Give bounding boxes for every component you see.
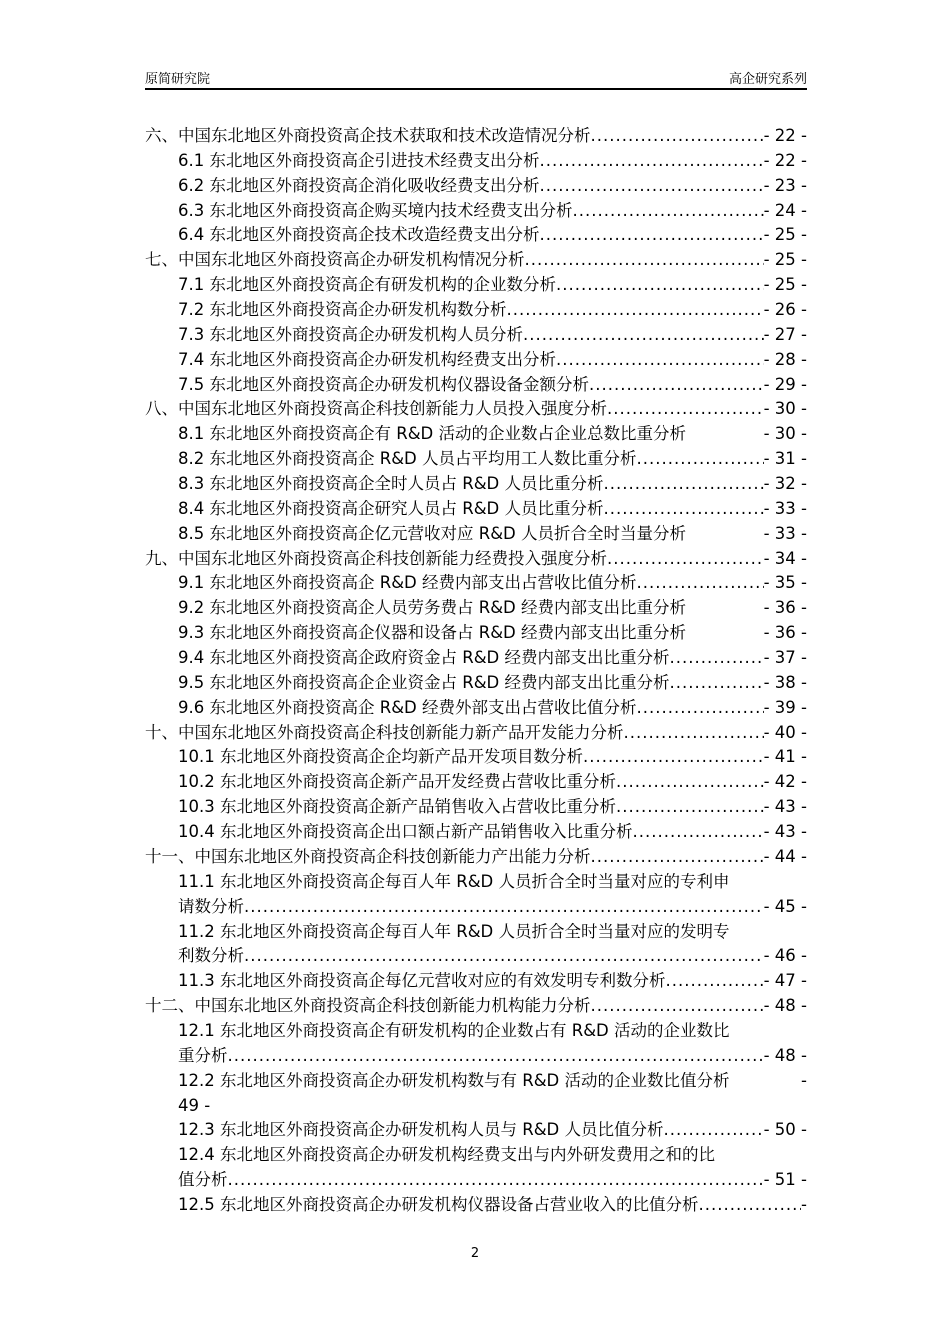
- toc-section-entry[interactable]: [145, 895, 807, 920]
- toc-entry-title: 10.3 东北地区外商投资高企新产品销售收入占营收比重分析: [178, 797, 616, 817]
- toc-entry-title: 7.3 东北地区外商投资高企办研发机构人员分析: [178, 324, 523, 344]
- toc-entry-title: 重分析: [178, 1045, 228, 1065]
- toc-section-entry[interactable]: [145, 273, 807, 298]
- toc-entry-title: 9.3 东北地区外商投资高企仪器和设备占 R&D 经费内部支出比重分析: [178, 623, 687, 643]
- toc-entry-title: 11.2 东北地区外商投资高企每百人年 R&D 人员折合全时当量对应的发明专: [178, 921, 730, 941]
- toc-page-number: - 22 -: [763, 126, 807, 145]
- toc-dot-leader: [616, 795, 764, 820]
- toc-entry-title: 9.1 东北地区外商投资高企 R&D 经费内部支出占营收比值分析: [178, 573, 637, 593]
- toc-page-number: - 38 -: [763, 672, 807, 692]
- table-of-contents: [145, 124, 807, 1218]
- toc-dot-leader: [670, 671, 764, 696]
- page-number: 2: [470, 1246, 480, 1261]
- toc-dot-leader: [637, 571, 764, 596]
- toc-page-number: - 31 -: [763, 449, 807, 469]
- toc-section-entry[interactable]: [145, 870, 807, 895]
- toc-page-number: - 22 -: [763, 150, 807, 170]
- toc-section-entry[interactable]: [145, 795, 807, 820]
- toc-chapter-entry[interactable]: [145, 721, 807, 746]
- toc-dot-leader: [670, 646, 764, 671]
- toc-section-entry[interactable]: [145, 1069, 807, 1094]
- toc-dot-leader: [228, 1168, 764, 1193]
- toc-entry-title: 10.1 东北地区外商投资高企企均新产品开发项目数分析: [178, 747, 583, 767]
- toc-section-entry[interactable]: [145, 944, 807, 969]
- toc-section-entry[interactable]: [145, 223, 807, 248]
- toc-entry-title: 7.4 东北地区外商投资高企办研发机构经费支出分析: [178, 349, 556, 369]
- toc-entry-title: 12.4 东北地区外商投资高企办研发机构经费支出与内外研发费用之和的比: [178, 1145, 715, 1165]
- toc-entry-title: 8.4 东北地区外商投资高企研究人员占 R&D 人员比重分析: [178, 498, 604, 518]
- toc-page-number: - 34 -: [763, 548, 807, 568]
- toc-entry-title: 7.2 东北地区外商投资高企办研发机构数分析: [178, 300, 507, 320]
- page-header: [145, 66, 807, 90]
- toc-dot-leader: [637, 447, 764, 472]
- toc-section-entry[interactable]: [145, 646, 807, 671]
- toc-section-entry[interactable]: [145, 1094, 807, 1119]
- toc-dot-leader: [616, 770, 764, 795]
- toc-entry-title: 11.3 东北地区外商投资高企每亿元营收对应的有效发明专利数分析: [178, 971, 666, 991]
- toc-section-entry[interactable]: [145, 1044, 807, 1069]
- toc-section-entry[interactable]: [145, 1143, 807, 1168]
- toc-section-entry[interactable]: [145, 671, 807, 696]
- toc-section-entry[interactable]: [145, 422, 807, 447]
- toc-entry-title: 12.3 东北地区外商投资高企办研发机构人员与 R&D 人员比值分析: [178, 1120, 664, 1140]
- toc-section-entry[interactable]: [145, 348, 807, 373]
- toc-dot-leader: [507, 298, 764, 323]
- toc-entry-title: 11.1 东北地区外商投资高企每百人年 R&D 人员折合全时当量对应的专利申: [178, 871, 730, 891]
- toc-entry-title: 十一、中国东北地区外商投资高企科技创新能力产出能力分析: [145, 846, 591, 866]
- toc-entry-title: 十、中国东北地区外商投资高企科技创新能力新产品开发能力分析: [145, 722, 624, 742]
- toc-entry-title: 六、中国东北地区外商投资高企技术获取和技术改造情况分析: [145, 126, 591, 145]
- toc-entry-title: 8.1 东北地区外商投资高企有 R&D 活动的企业数占企业总数比重分析: [178, 424, 687, 444]
- toc-dot-leader: [244, 895, 764, 920]
- toc-section-entry[interactable]: [145, 820, 807, 845]
- toc-entry-title: 6.3 东北地区外商投资高企购买境内技术经费支出分析: [178, 200, 573, 220]
- toc-entry-title: 9.5 东北地区外商投资高企企业资金占 R&D 经费内部支出比重分析: [178, 672, 670, 692]
- toc-entry-title: 12.5 东北地区外商投资高企办研发机构仪器设备占营业收入的比值分析: [178, 1194, 699, 1214]
- toc-page-number: - 29 -: [763, 374, 807, 394]
- toc-entry-title: 7.1 东北地区外商投资高企有研发机构的企业数分析: [178, 275, 556, 295]
- toc-dot-leader: [589, 373, 764, 398]
- toc-dot-leader: [573, 199, 764, 224]
- toc-page-number: - 36 -: [763, 598, 807, 618]
- toc-entry-title: 6.2 东北地区外商投资高企消化吸收经费支出分析: [178, 175, 540, 195]
- toc-page-number: - 44 -: [763, 846, 807, 866]
- toc-chapter-entry[interactable]: [145, 994, 807, 1019]
- toc-dot-leader: [632, 820, 763, 845]
- toc-chapter-entry[interactable]: [145, 397, 807, 422]
- toc-page-number: - 25 -: [763, 275, 807, 295]
- toc-page-number: -: [801, 1070, 807, 1090]
- toc-page-number: - 51 -: [763, 1170, 807, 1190]
- toc-chapter-entry[interactable]: [145, 547, 807, 572]
- toc-page-number: - 43 -: [763, 797, 807, 817]
- toc-dot-leader: [607, 547, 764, 572]
- toc-dot-leader: [525, 248, 764, 273]
- toc-dot-leader: [591, 994, 764, 1019]
- toc-dot-leader: [591, 845, 764, 870]
- toc-page-number: - 33 -: [763, 523, 807, 543]
- toc-section-entry[interactable]: [145, 298, 807, 323]
- toc-dot-leader: [523, 323, 764, 348]
- toc-page-number: - 33 -: [763, 498, 807, 518]
- toc-dot-leader: [244, 944, 764, 969]
- toc-entry-title: 49 -: [178, 1095, 211, 1115]
- toc-page-number: - 46 -: [763, 946, 807, 966]
- toc-page-number: - 32 -: [763, 474, 807, 494]
- toc-entry-title: 12.1 东北地区外商投资高企有研发机构的企业数占有 R&D 活动的企业数比: [178, 1020, 730, 1040]
- toc-dot-leader: [604, 497, 764, 522]
- toc-entry-title: 10.2 东北地区外商投资高企新产品开发经费占营收比重分析: [178, 772, 616, 792]
- toc-chapter-entry[interactable]: [145, 248, 807, 273]
- toc-entry-title: 八、中国东北地区外商投资高企科技创新能力人员投入强度分析: [145, 399, 607, 419]
- toc-entry-title: 十二、中国东北地区外商投资高企科技创新能力机构能力分析: [145, 996, 591, 1016]
- toc-entry-title: 7.5 东北地区外商投资高企办研发机构仪器设备金额分析: [178, 374, 589, 394]
- toc-section-entry[interactable]: [145, 1118, 807, 1143]
- toc-section-entry[interactable]: [145, 472, 807, 497]
- toc-page-number: - 50 -: [763, 1120, 807, 1140]
- toc-dot-leader: [624, 721, 764, 746]
- toc-page-number: - 30 -: [763, 424, 807, 444]
- toc-entry-title: 8.2 东北地区外商投资高企 R&D 人员占平均用工人数比重分析: [178, 449, 637, 469]
- toc-entry-title: 请数分析: [178, 896, 244, 916]
- toc-entry-title: 利数分析: [178, 946, 244, 966]
- toc-page-number: - 25 -: [763, 250, 807, 270]
- toc-page-number: - 37 -: [763, 648, 807, 668]
- header-left-title: 原简研究院: [145, 72, 211, 87]
- toc-dot-leader: [540, 149, 764, 174]
- toc-entry-title: 8.3 东北地区外商投资高企全时人员占 R&D 人员比重分析: [178, 474, 604, 494]
- toc-dot-leader: [664, 1118, 764, 1143]
- toc-page-number: - 39 -: [763, 697, 807, 717]
- toc-page-number: - 41 -: [763, 747, 807, 767]
- toc-entry-title: 12.2 东北地区外商投资高企办研发机构数与有 R&D 活动的企业数比值分析: [178, 1070, 730, 1090]
- toc-entry-title: 值分析: [178, 1170, 228, 1190]
- toc-section-entry[interactable]: [145, 920, 807, 945]
- toc-section-entry[interactable]: [145, 770, 807, 795]
- toc-section-entry[interactable]: [145, 199, 807, 224]
- toc-dot-leader: [604, 472, 764, 497]
- toc-page-number: - 24 -: [763, 200, 807, 220]
- toc-chapter-entry[interactable]: [145, 845, 807, 870]
- toc-page-number: - 40 -: [763, 722, 807, 742]
- toc-section-entry[interactable]: [145, 596, 807, 621]
- toc-entry-title: 6.1 东北地区外商投资高企引进技术经费支出分析: [178, 150, 540, 170]
- toc-page-number: -: [801, 1194, 807, 1214]
- toc-section-entry[interactable]: [145, 497, 807, 522]
- toc-dot-leader: [665, 969, 763, 994]
- toc-section-entry[interactable]: [145, 174, 807, 199]
- header-right-title: 高企研究系列: [728, 72, 807, 87]
- toc-dot-leader: [637, 696, 764, 721]
- toc-entry-title: 10.4 东北地区外商投资高企出口额占新产品销售收入比重分析: [178, 822, 633, 842]
- toc-section-entry[interactable]: [145, 621, 807, 646]
- toc-entry-title: 七、中国东北地区外商投资高企办研发机构情况分析: [145, 250, 525, 270]
- toc-page-number: - 25 -: [763, 225, 807, 245]
- toc-dot-leader: [228, 1044, 764, 1069]
- toc-entry-title: 6.4 东北地区外商投资高企技术改造经费支出分析: [178, 225, 540, 245]
- toc-dot-leader: [607, 397, 764, 422]
- toc-dot-leader: [540, 223, 764, 248]
- toc-section-entry[interactable]: [145, 1019, 807, 1044]
- toc-dot-leader: [556, 273, 764, 298]
- toc-page-number: - 48 -: [763, 996, 807, 1016]
- toc-section-entry[interactable]: [145, 745, 807, 770]
- toc-entry-title: 9.6 东北地区外商投资高企 R&D 经费外部支出占营收比值分析: [178, 697, 637, 717]
- toc-page-number: - 28 -: [763, 349, 807, 369]
- toc-section-entry[interactable]: [145, 1193, 807, 1218]
- toc-section-entry[interactable]: [145, 969, 807, 994]
- toc-page-number: - 30 -: [763, 399, 807, 419]
- toc-section-entry[interactable]: [145, 522, 807, 547]
- toc-dot-leader: [583, 745, 764, 770]
- toc-page-number: - 27 -: [763, 324, 807, 344]
- toc-section-entry[interactable]: [145, 447, 807, 472]
- toc-dot-leader: [556, 348, 764, 373]
- toc-section-entry[interactable]: [145, 571, 807, 596]
- toc-page-number: - 36 -: [763, 623, 807, 643]
- toc-section-entry[interactable]: [145, 1168, 807, 1193]
- toc-entry-title: 8.5 东北地区外商投资高企亿元营收对应 R&D 人员折合全时当量分析: [178, 523, 687, 543]
- toc-dot-leader: [591, 124, 764, 149]
- toc-page-number: - 48 -: [763, 1045, 807, 1065]
- toc-entry-title: 9.2 东北地区外商投资高企人员劳务费占 R&D 经费内部支出比重分析: [178, 598, 687, 618]
- toc-dot-leader: [540, 174, 764, 199]
- toc-dot-leader: [698, 1193, 801, 1218]
- toc-page-number: - 47 -: [763, 971, 807, 991]
- toc-page-number: - 42 -: [763, 772, 807, 792]
- toc-page-number: - 23 -: [763, 175, 807, 195]
- toc-page-number: - 43 -: [763, 822, 807, 842]
- toc-entry-title: 九、中国东北地区外商投资高企科技创新能力经费投入强度分析: [145, 548, 607, 568]
- toc-section-entry[interactable]: [145, 373, 807, 398]
- toc-entry-title: 9.4 东北地区外商投资高企政府资金占 R&D 经费内部支出比重分析: [178, 648, 670, 668]
- toc-section-entry[interactable]: [145, 323, 807, 348]
- toc-page-number: - 26 -: [763, 300, 807, 320]
- toc-page-number: - 45 -: [763, 896, 807, 916]
- toc-page-number: - 35 -: [763, 573, 807, 593]
- toc-section-entry[interactable]: [145, 149, 807, 174]
- toc-chapter-entry[interactable]: [145, 124, 807, 149]
- toc-section-entry[interactable]: [145, 696, 807, 721]
